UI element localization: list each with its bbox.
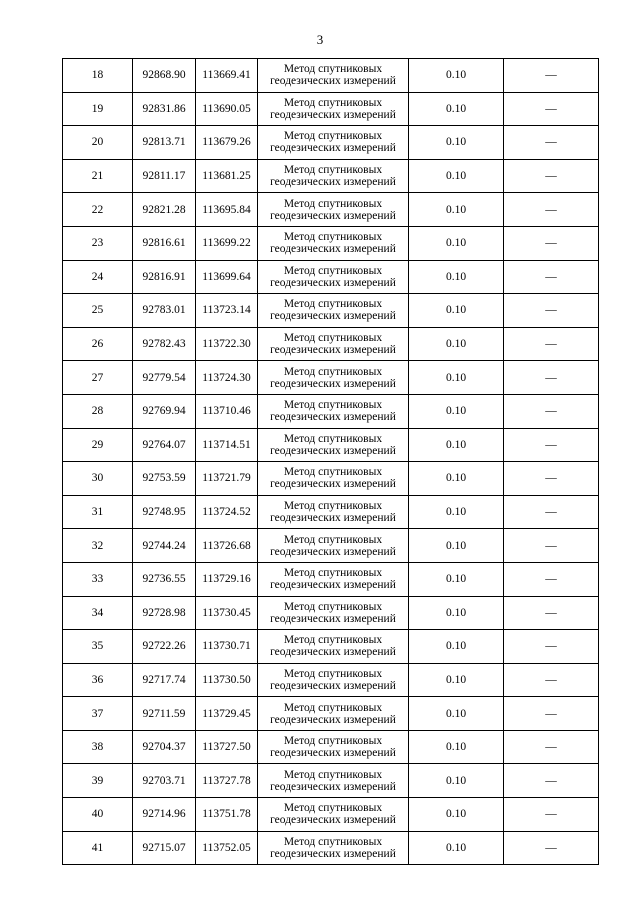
point-number-cell: 27 (63, 361, 133, 395)
x-coordinate-cell: 92722.26 (133, 630, 196, 664)
table-row (63, 764, 599, 798)
method-cell (258, 798, 409, 832)
method-line-1: Метод спутниковых (283, 768, 383, 781)
method-line-2: геодезических измерений (270, 847, 396, 860)
method-line-2: геодезических измерений (270, 780, 396, 793)
accuracy-cell: 0.10 (409, 260, 504, 294)
accuracy-cell: 0.10 (409, 394, 504, 428)
method-line-1: Метод спутниковых (283, 802, 383, 815)
point-number-cell: 39 (63, 764, 133, 798)
point-number-cell: 29 (63, 428, 133, 462)
method-line-2: геодезических измерений (270, 411, 396, 424)
dash-cell: — (504, 730, 599, 764)
dash-cell: — (504, 260, 599, 294)
method-cell (258, 428, 409, 462)
accuracy-cell: 0.10 (409, 596, 504, 630)
accuracy-cell: 0.10 (409, 730, 504, 764)
x-coordinate-cell: 92703.71 (133, 764, 196, 798)
method-line-1: Метод спутниковых (283, 432, 383, 445)
dash-cell: — (504, 294, 599, 328)
accuracy-cell: 0.10 (409, 361, 504, 395)
point-number-cell: 32 (63, 529, 133, 563)
x-coordinate-cell: 92714.96 (133, 798, 196, 832)
y-coordinate-cell: 113723.14 (196, 294, 258, 328)
method-cell (258, 730, 409, 764)
accuracy-cell: 0.10 (409, 495, 504, 529)
y-coordinate-cell: 113751.78 (196, 798, 258, 832)
method-line-2: геодезических измерений (270, 108, 396, 121)
table-row (63, 193, 599, 227)
y-coordinate-cell: 113727.50 (196, 730, 258, 764)
point-number-cell: 28 (63, 394, 133, 428)
y-coordinate-cell: 113690.05 (196, 92, 258, 126)
table-row (63, 327, 599, 361)
dash-cell: — (504, 462, 599, 496)
method-line-1: Метод спутниковых (283, 835, 383, 848)
method-cell (258, 529, 409, 563)
y-coordinate-cell: 113681.25 (196, 159, 258, 193)
method-cell (258, 294, 409, 328)
method-line-2: геодезических измерений (270, 75, 396, 88)
y-coordinate-cell: 113699.64 (196, 260, 258, 294)
y-coordinate-cell: 113699.22 (196, 226, 258, 260)
method-line-2: геодезических измерений (270, 243, 396, 256)
method-line-2: геодезических измерений (270, 209, 396, 222)
method-cell (258, 59, 409, 93)
table-row (63, 226, 599, 260)
method-line-2: геодезических измерений (270, 478, 396, 491)
y-coordinate-cell: 113729.16 (196, 562, 258, 596)
table-row (63, 529, 599, 563)
method-line-1: Метод спутниковых (283, 231, 383, 244)
method-cell (258, 193, 409, 227)
dash-cell: — (504, 159, 599, 193)
method-line-1: Метод спутниковых (283, 164, 383, 177)
method-line-1: Метод спутниковых (283, 735, 383, 748)
accuracy-cell: 0.10 (409, 193, 504, 227)
method-cell (258, 831, 409, 865)
method-cell (258, 159, 409, 193)
accuracy-cell: 0.10 (409, 462, 504, 496)
dash-cell: — (504, 361, 599, 395)
y-coordinate-cell: 113710.46 (196, 394, 258, 428)
x-coordinate-cell: 92816.61 (133, 226, 196, 260)
method-line-2: геодезических измерений (270, 579, 396, 592)
y-coordinate-cell: 113722.30 (196, 327, 258, 361)
method-line-2: геодезических измерений (270, 344, 396, 357)
y-coordinate-cell: 113752.05 (196, 831, 258, 865)
x-coordinate-cell: 92744.24 (133, 529, 196, 563)
dash-cell: — (504, 697, 599, 731)
table-row (63, 630, 599, 664)
table-row (63, 798, 599, 832)
method-cell (258, 327, 409, 361)
dash-cell: — (504, 428, 599, 462)
y-coordinate-cell: 113730.71 (196, 630, 258, 664)
table-row (63, 596, 599, 630)
table-row (63, 92, 599, 126)
dash-cell: — (504, 59, 599, 93)
method-line-1: Метод спутниковых (283, 533, 383, 546)
method-line-1: Метод спутниковых (283, 399, 383, 412)
accuracy-cell: 0.10 (409, 831, 504, 865)
method-line-1: Метод спутниковых (283, 567, 383, 580)
point-number-cell: 20 (63, 126, 133, 160)
x-coordinate-cell: 92748.95 (133, 495, 196, 529)
method-line-1: Метод спутниковых (283, 298, 383, 311)
method-line-1: Метод спутниковых (283, 600, 383, 613)
dash-cell: — (504, 126, 599, 160)
x-coordinate-cell: 92728.98 (133, 596, 196, 630)
point-number-cell: 23 (63, 226, 133, 260)
x-coordinate-cell: 92753.59 (133, 462, 196, 496)
dash-cell: — (504, 562, 599, 596)
method-cell (258, 394, 409, 428)
accuracy-cell: 0.10 (409, 562, 504, 596)
x-coordinate-cell: 92782.43 (133, 327, 196, 361)
point-number-cell: 25 (63, 294, 133, 328)
y-coordinate-cell: 113721.79 (196, 462, 258, 496)
method-line-1: Метод спутниковых (283, 500, 383, 513)
x-coordinate-cell: 92821.28 (133, 193, 196, 227)
page-number: 3 (316, 32, 324, 47)
table-row (63, 361, 599, 395)
table-row (63, 663, 599, 697)
point-number-cell: 30 (63, 462, 133, 496)
accuracy-cell: 0.10 (409, 59, 504, 93)
method-cell (258, 495, 409, 529)
method-line-1: Метод спутниковых (283, 365, 383, 378)
point-number-cell: 22 (63, 193, 133, 227)
point-number-cell: 31 (63, 495, 133, 529)
table-row (63, 126, 599, 160)
x-coordinate-cell: 92831.86 (133, 92, 196, 126)
accuracy-cell: 0.10 (409, 126, 504, 160)
method-line-2: геодезических измерений (270, 814, 396, 827)
method-line-2: геодезических измерений (270, 713, 396, 726)
x-coordinate-cell: 92811.17 (133, 159, 196, 193)
x-coordinate-cell: 92868.90 (133, 59, 196, 93)
method-line-2: геодезических измерений (270, 310, 396, 323)
y-coordinate-cell: 113714.51 (196, 428, 258, 462)
method-cell (258, 697, 409, 731)
accuracy-cell: 0.10 (409, 226, 504, 260)
method-cell (258, 361, 409, 395)
method-line-2: геодезических измерений (270, 612, 396, 625)
table-row (63, 59, 599, 93)
method-line-1: Метод спутниковых (283, 667, 383, 680)
y-coordinate-cell: 113695.84 (196, 193, 258, 227)
y-coordinate-cell: 113679.26 (196, 126, 258, 160)
point-number-cell: 33 (63, 562, 133, 596)
x-coordinate-cell: 92715.07 (133, 831, 196, 865)
y-coordinate-cell: 113727.78 (196, 764, 258, 798)
method-line-2: геодезических измерений (270, 444, 396, 457)
point-number-cell: 24 (63, 260, 133, 294)
point-number-cell: 41 (63, 831, 133, 865)
dash-cell: — (504, 798, 599, 832)
point-number-cell: 34 (63, 596, 133, 630)
dash-cell: — (504, 596, 599, 630)
method-line-1: Метод спутниковых (283, 130, 383, 143)
x-coordinate-cell: 92779.54 (133, 361, 196, 395)
point-number-cell: 21 (63, 159, 133, 193)
x-coordinate-cell: 92736.55 (133, 562, 196, 596)
method-cell (258, 630, 409, 664)
method-line-2: геодезических измерений (270, 142, 396, 155)
method-line-2: геодезических измерений (270, 512, 396, 525)
accuracy-cell: 0.10 (409, 630, 504, 664)
x-coordinate-cell: 92764.07 (133, 428, 196, 462)
accuracy-cell: 0.10 (409, 327, 504, 361)
point-number-cell: 18 (63, 59, 133, 93)
dash-cell: — (504, 226, 599, 260)
point-number-cell: 19 (63, 92, 133, 126)
dash-cell: — (504, 630, 599, 664)
method-line-1: Метод спутниковых (283, 332, 383, 345)
method-line-1: Метод спутниковых (283, 634, 383, 647)
method-cell (258, 126, 409, 160)
method-cell (258, 226, 409, 260)
coordinates-table (62, 58, 599, 865)
table-row (63, 260, 599, 294)
x-coordinate-cell: 92769.94 (133, 394, 196, 428)
accuracy-cell: 0.10 (409, 697, 504, 731)
accuracy-cell: 0.10 (409, 663, 504, 697)
x-coordinate-cell: 92717.74 (133, 663, 196, 697)
method-line-2: геодезических измерений (270, 276, 396, 289)
y-coordinate-cell: 113724.30 (196, 361, 258, 395)
table-row (63, 831, 599, 865)
table-row (63, 294, 599, 328)
method-line-2: геодезических измерений (270, 377, 396, 390)
table-body (63, 59, 599, 865)
method-line-1: Метод спутниковых (283, 466, 383, 479)
point-number-cell: 38 (63, 730, 133, 764)
point-number-cell: 26 (63, 327, 133, 361)
table-row (63, 495, 599, 529)
table-row (63, 159, 599, 193)
dash-cell: — (504, 831, 599, 865)
table-row (63, 562, 599, 596)
method-line-2: геодезических измерений (270, 747, 396, 760)
method-line-1: Метод спутниковых (283, 63, 383, 76)
point-number-cell: 35 (63, 630, 133, 664)
table-row (63, 428, 599, 462)
point-number-cell: 40 (63, 798, 133, 832)
table-row (63, 462, 599, 496)
method-line-1: Метод спутниковых (283, 701, 383, 714)
method-cell (258, 596, 409, 630)
method-line-2: геодезических измерений (270, 545, 396, 558)
table-row (63, 394, 599, 428)
dash-cell: — (504, 193, 599, 227)
method-line-1: Метод спутниковых (283, 264, 383, 277)
method-cell (258, 663, 409, 697)
method-line-2: геодезических измерений (270, 646, 396, 659)
method-cell (258, 764, 409, 798)
dash-cell: — (504, 394, 599, 428)
dash-cell: — (504, 495, 599, 529)
accuracy-cell: 0.10 (409, 529, 504, 563)
method-cell (258, 260, 409, 294)
y-coordinate-cell: 113724.52 (196, 495, 258, 529)
x-coordinate-cell: 92816.91 (133, 260, 196, 294)
table-row (63, 730, 599, 764)
accuracy-cell: 0.10 (409, 92, 504, 126)
x-coordinate-cell: 92813.71 (133, 126, 196, 160)
x-coordinate-cell: 92711.59 (133, 697, 196, 731)
dash-cell: — (504, 529, 599, 563)
y-coordinate-cell: 113729.45 (196, 697, 258, 731)
x-coordinate-cell: 92704.37 (133, 730, 196, 764)
table-row (63, 697, 599, 731)
point-number-cell: 36 (63, 663, 133, 697)
y-coordinate-cell: 113730.50 (196, 663, 258, 697)
point-number-cell: 37 (63, 697, 133, 731)
accuracy-cell: 0.10 (409, 294, 504, 328)
accuracy-cell: 0.10 (409, 159, 504, 193)
method-cell (258, 92, 409, 126)
method-line-2: геодезических измерений (270, 176, 396, 189)
dash-cell: — (504, 764, 599, 798)
x-coordinate-cell: 92783.01 (133, 294, 196, 328)
dash-cell: — (504, 663, 599, 697)
method-line-1: Метод спутниковых (283, 197, 383, 210)
accuracy-cell: 0.10 (409, 428, 504, 462)
method-cell (258, 562, 409, 596)
y-coordinate-cell: 113726.68 (196, 529, 258, 563)
y-coordinate-cell: 113669.41 (196, 59, 258, 93)
accuracy-cell: 0.10 (409, 798, 504, 832)
method-line-1: Метод спутниковых (283, 96, 383, 109)
method-line-2: геодезических измерений (270, 679, 396, 692)
dash-cell: — (504, 92, 599, 126)
y-coordinate-cell: 113730.45 (196, 596, 258, 630)
dash-cell: — (504, 327, 599, 361)
accuracy-cell: 0.10 (409, 764, 504, 798)
method-cell (258, 462, 409, 496)
